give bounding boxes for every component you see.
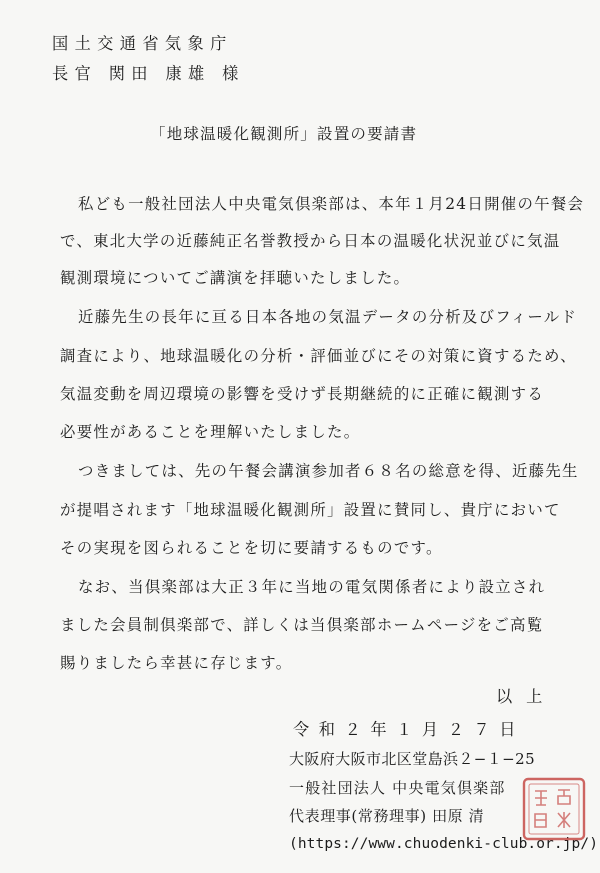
body-line: なお、当倶楽部は大正３年に当地の電気関係者により設立され xyxy=(78,578,546,596)
body-line: が提唱されます「地球温暖化観測所」設置に賛同し、貴庁において xyxy=(60,501,561,519)
sender-address: 大阪府大阪市北区堂島浜２−１−25 xyxy=(289,750,536,768)
recipient-agency: 国土交通省気象庁 xyxy=(52,34,233,53)
recipient-name: 長官 関田 康雄 様 xyxy=(52,64,245,83)
body-line: 私ども一般社団法人中央電気倶楽部は、本年１月24日開催の午餐会 xyxy=(78,195,585,213)
body-line: その実現を図られることを切に要請するものです。 xyxy=(60,539,443,557)
document-date: 令和２年１月２７日 xyxy=(293,720,526,739)
body-line: ました会員制倶楽部で、詳しくは当倶楽部ホームページをご高覧 xyxy=(60,616,544,634)
sender-representative: 代表理事(常務理事) 田原 清 xyxy=(289,807,485,825)
body-line: 調査により、地球温暖化の分析・評価並びにその対策に資するため、 xyxy=(60,347,577,365)
official-seal-icon xyxy=(518,773,590,845)
sender-website: (https://www.chuodenki-club.or.jp/) xyxy=(289,836,599,852)
document-title: 「地球温暖化観測所」設置の要請書 xyxy=(150,125,418,143)
body-line: 気温変動を周辺環境の影響を受けず長期継続的に正確に観測する xyxy=(60,385,545,403)
body-line: で、東北大学の近藤純正名誉教授から日本の温暖化状況並びに気温 xyxy=(60,232,561,250)
closing-mark: 以上 xyxy=(496,687,557,706)
body-line: 必要性があることを理解いたしました。 xyxy=(60,423,361,441)
body-line: 賜りましたら幸甚に存じます。 xyxy=(60,654,293,672)
body-line: つきましては、先の午餐会講演参加者６８名の総意を得、近藤先生 xyxy=(78,462,579,480)
sender-organization: 一般社団法人 中央電気倶楽部 xyxy=(289,779,506,797)
body-line: 近藤先生の長年に亘る日本各地の気温データの分析及びフィールド xyxy=(78,308,578,326)
body-line: 観測環境についてご講演を拝聴いたしました。 xyxy=(60,269,411,287)
